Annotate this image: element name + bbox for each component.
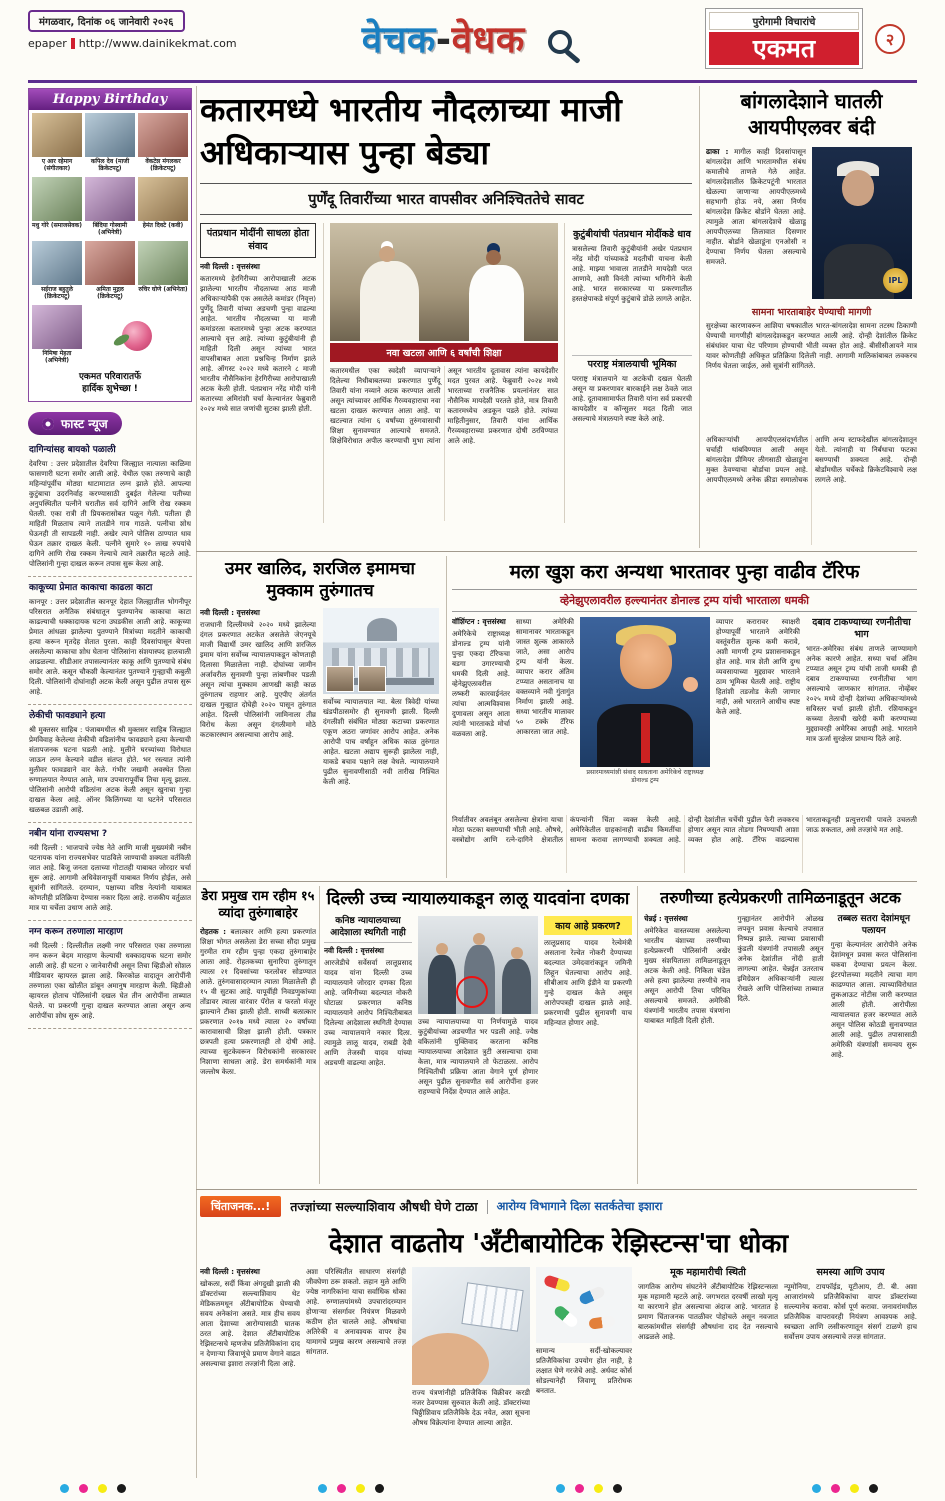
lead-column-photo bbox=[323, 223, 565, 523]
birthday-caption: सईराज बहुतुले (क्रिकेटपटू) bbox=[41, 286, 73, 300]
birthday-cell bbox=[85, 241, 135, 302]
page-number-badge: २ bbox=[875, 24, 905, 54]
fast-news-item bbox=[28, 823, 192, 921]
tamil-sub-head: तब्बल सतरा देशांमधून पलायन bbox=[837, 914, 910, 936]
yellow-dot-icon bbox=[594, 1484, 603, 1493]
birthday-caption: रुचिर घोणे (अभिनेता) bbox=[138, 286, 188, 293]
alert-label: चिंताजनक...! bbox=[200, 1196, 281, 1217]
birthday-cell bbox=[138, 241, 188, 302]
lalu-dateline: नवी दिल्ली : वृत्तसंस्था bbox=[324, 946, 384, 955]
bangladesh-article bbox=[706, 88, 917, 546]
strip-title: तज्ज्ञांच्या सल्ल्याशिवाय औषधी घेणे टाळा bbox=[290, 1199, 478, 1214]
pills-photo bbox=[536, 1267, 632, 1343]
lead-subhead: पुर्णेंदू तिवारींच्या भारत वापसीवर अनिश्चिततेचे सावट bbox=[200, 183, 692, 215]
lalu-headline: दिल्ली उच्च न्यायालयाकडून लालू यादवांना दणका bbox=[326, 889, 630, 909]
registration-marks bbox=[318, 1484, 384, 1493]
portrait-photo bbox=[85, 113, 135, 157]
portrait-photo bbox=[138, 177, 188, 221]
magenta-dot-icon bbox=[575, 1484, 584, 1493]
tamil-column-1 bbox=[644, 914, 730, 1162]
portrait-photo bbox=[85, 241, 135, 285]
fast-news-item bbox=[28, 921, 192, 1029]
umar-body-1: राजधानी दिल्लीमध्ये २०२० मध्ये झालेल्या दंगल प्रकरणात अटकेत असलेले जेएनयूचे माजी विद्यार्थी उमर खालिद आणि शरजिल इमाम यांना सर्वोच्च न्यायालयाकडून कोणताही दिलासा मिळालेला नाही. दोघांच्या जामीन अर्जावरील सुनावणी पुन्हा लांबणीवर पडली असून त्यांचा मुक्काम आणखी काही काळ तुरुंगातच राहणार आहे. युएपीए अंतर्गत दाखल गुन्ह्यात दोघेही २०२० पासून तुरुंगात आहेत. दिल्ली पोलिसांनी जामिनाला तीव्र विरोध केला असून दंगलीमागे मोठे कटकारस्थान असल्याचा आरोप आहे. bbox=[200, 620, 316, 739]
portrait-photo bbox=[32, 305, 82, 349]
lead-article bbox=[200, 88, 692, 546]
fast-news-body: देवरिया : उत्तर प्रदेशातील देवरिया जिल्ह्यात नात्याला काळिमा फासणारी घटना समोर आली आहे. येथील एका तरुणाचे काही महिन्यांपूर्वीच मोठ्या थाटामाटात लग्न झाले होते. आपल्या कुटुंबाचा उदरनिर्वाह करण्यासाठी दुबईत गेलेल्या पतीच्या अनुपस्थितीत पत्नीने घरातील सर्व दागिने आणि रोख रक्कम घेतली. एका रात्री ती प्रियकरासोबत पळून गेली. पतीला ही माहिती मिळताच त्याने तातडीने गाव गाठले. पत्नीचा शोध घेऊनही ती सापडली नाही. अखेर त्याने पोलिस ठाण्यात धाव घेऊन तक्रार दाखल केली. पत्नीने सुमारे १० लाख रुपयांचे दागिने आणि रोख रक्कम नेल्याचे त्याने तक्रारीत म्हटले आहे. पोलिसांनी गुन्हा दाखल करून तपास सुरू केला आहे. bbox=[29, 459, 191, 568]
trump-body-2: साध्या अमेरिकी सामानावर भारताकडून जास्त शुल्क आकारले जाते, असा आरोप ट्रम्प यांनी केला. व्यापार करार अंतिम टप्प्यात असतानाच या वक्तव्याने नवी गुंतागुंत निर्माण झाली आहे. सध्या भारतीय मालावर ५० टक्के टॅरिफ आकारला जात आहे. bbox=[516, 617, 574, 736]
cyan-dot-icon bbox=[556, 1484, 565, 1493]
tamil-columns bbox=[644, 914, 917, 1162]
antibiotic-body-1: खोकला, सर्दी किंवा अंगदुखी झाली की डॉक्टरांच्या सल्ल्याशिवाय थेट मेडिकलमधून अँटीबायोटिक घेण्याची सवय अनेकांना असते. मात्र हीच सवय आता देशाच्या आरोग्यासाठी घातक ठरत आहे. देशात अँटीबायोटिक रेझिस्टन्सचे म्हणजेच प्रतिजैविकांना दाद न देणाऱ्या जिवाणूंचे प्रमाण वेगाने वाढत असल्याचा इशारा तज्ज्ञांनी दिला आहे. bbox=[200, 1279, 300, 1368]
black-dot-icon bbox=[117, 1484, 126, 1493]
ipl-logo-badge: IPL bbox=[883, 268, 908, 293]
black-dot-icon bbox=[613, 1484, 622, 1493]
site-url-link[interactable]: http://www.dainikekmat.com bbox=[78, 37, 237, 50]
section-rule bbox=[196, 881, 917, 882]
antibiotic-column-4 bbox=[536, 1267, 632, 1467]
fast-news-icon bbox=[42, 418, 54, 430]
antibiotic-column-3 bbox=[412, 1267, 530, 1467]
trump-body-3: व्यापार करारावर स्वाक्षरी होण्यापूर्वी भारताने अमेरिकी वस्तूंवरील शुल्क कमी करावे, अशी मागणी ट्रम्प प्रशासनाकडून होत आहे. मात्र शेती आणि दुग्ध व्यवसायाच्या मुद्द्यावर भारताने ठाम भूमिका घेतली आहे. राष्ट्रीय हितांशी तडजोड केली जाणार नाही, असे भारताने आधीच स्पष्ट केले आहे. bbox=[716, 617, 800, 716]
umar-column-1 bbox=[200, 608, 316, 860]
lead-body-2: कतारमधील एका स्वदेशी व्यापाऱ्याने दिलेल्या निधीबाबतच्या प्रकरणात पुर्णेंदू तिवारी यांना नव्याने अटक करण्यात आली असून त्यांच्यावर आर्थिक गैरव्यवहाराचा नवा खटला दाखल करण्यात आला आहे. या खटल्यात त्यांना ६ वर्षांच्या तुरुंगवासाची शिक्षा सुनावण्यात आल्याचे समजते. शिक्षेविरोधात अपील करण्याची मुभा त्यांना असून भारतीय दूतावास त्यांना कायदेशीर मदत पुरवत आहे. फेब्रुवारी २०२४ मध्ये भारताच्या राजनैतिक प्रयत्नांनंतर सात नौसैनिक मायदेशी परतले होते, मात्र तिवारी कतारमध्येच अडकून पडले होते. त्यांच्या माहितीनुसार, तिवारी यांना आर्थिक गैरव्यवहाराच्या प्रकरणात दोषी ठरविण्यात आले आहे. bbox=[330, 366, 558, 445]
trump-column-3 bbox=[716, 617, 800, 809]
fast-news-headline: लेकीची फावड्याने हत्या bbox=[29, 711, 106, 721]
fast-news-headline: नग्न करून तरुणाला मारहाण bbox=[29, 927, 123, 937]
accused-portrait-1 bbox=[326, 666, 354, 692]
tamil-body-2: गुन्ह्यानंतर आरोपीने ओळख लपवून प्रवास केल्याचे तपासात निष्पन्न झाले. त्याच्या प्रवासाची कुंडली यंत्रणांनी तपासली असून अनेक देशांतील नोंदी हाती लागल्या आहेत. चेन्नईत उतरताच इमिग्रेशन अधिकाऱ्यांनी त्याला रोखले आणि पोलिसांच्या ताब्यात दिले. bbox=[737, 914, 824, 1003]
yellow-dot-icon bbox=[356, 1484, 365, 1493]
fast-news-item bbox=[28, 439, 192, 577]
lead-box-head: पंतप्रधान मोदींनी साधला होता संवाद bbox=[200, 223, 316, 258]
lead-dateline: नवी दिल्ली : वृत्तसंस्था bbox=[200, 262, 260, 271]
yunus-photo bbox=[812, 147, 912, 299]
masthead-word-2: वेधक bbox=[451, 18, 525, 61]
cyan-dot-icon bbox=[812, 1484, 821, 1493]
masthead-word-1: वेचक bbox=[361, 18, 436, 61]
header-rule bbox=[28, 80, 917, 83]
antibiotic-sub-head-2: समस्या आणि उपाय bbox=[816, 1267, 885, 1278]
yellow-dot-icon bbox=[98, 1484, 107, 1493]
umar-article bbox=[200, 558, 440, 876]
trump-column-1 bbox=[452, 617, 510, 809]
epaper-label: epaper bbox=[28, 37, 67, 50]
bangladesh-headline: बांगलादेशाने घातली आयपीएलवर बंदी bbox=[740, 89, 883, 139]
bangladesh-body-3: अधिकाऱ्यांची आयपीएलसंदर्भातील चर्चाही थांबविण्यात आली असून बांगलादेश प्रीमियर लीगसाठी खेळाडूंना मुक्त ठेवण्याचा बोर्डाचा प्रयत्न आहे. आयपीएलमध्ये अनेक क्रीडा समालोचक आणि अन्य स्टाफदेखील बांगलादेशातून येतो. त्यांनाही या निर्बंधाचा फटका बसण्याची शक्यता आहे. दोन्ही बोर्डांमधील चर्चेकडे क्रिकेटविश्वाचे लक्ष लागले आहे. bbox=[706, 435, 917, 484]
lalu-column-2 bbox=[418, 916, 538, 1156]
antibiotic-column-5 bbox=[638, 1267, 778, 1467]
capsule-icon bbox=[578, 1285, 606, 1306]
bangladesh-lede: मागील काही दिवसांपासून बांगलादेश आणि भारतामधील संबंध कमालीचे ताणले गेले आहेत. बांगलादेशातील क्रिकेटपटूंनी भारतात खेळल्या जाणाऱ्या आयपीएलमध्ये सहभागी होऊ नये, असा निर्णय बांगलादेश क्रिकेट बोर्डाने घेतला आहे. त्यामुळे आता बांगलादेशचे खेळाडू आयपीएलच्या लिलावात दिसणार नाहीत. बोर्डाने खेळाडूंना एनओसी न देण्याचा निर्णय घेतला असल्याचे समजते. bbox=[706, 147, 806, 266]
black-dot-icon bbox=[375, 1484, 384, 1493]
magenta-dot-icon bbox=[337, 1484, 346, 1493]
brand-tagline: पुरोगामी विचारांचे bbox=[709, 12, 859, 30]
qatar-photo-caption: नवा खटला आणि ६ वर्षांची शिक्षा bbox=[330, 343, 558, 362]
antibiotic-strip bbox=[200, 1196, 917, 1217]
trump-dateline: वॉशिंग्टन : वृत्तसंस्था bbox=[452, 617, 506, 626]
header-left bbox=[28, 10, 268, 50]
gutter-line bbox=[319, 886, 320, 1184]
fast-news-headline: दागिन्यांसह बायको पळाली bbox=[29, 445, 116, 455]
section-rule bbox=[196, 551, 917, 552]
strip-divider bbox=[487, 1200, 488, 1214]
trump-block-head: दबाव टाकण्याच्या रणनीतीचा भाग bbox=[812, 617, 911, 640]
fast-news-headline: नबीन यांना राज्यसभा ? bbox=[29, 829, 108, 839]
tamil-headline: तरुणीच्या हत्येप्रकरणी तामिळनाडूतून अटक bbox=[660, 889, 901, 907]
trump-article bbox=[452, 558, 917, 876]
capsule-icon bbox=[553, 1304, 580, 1329]
registration-marks bbox=[556, 1484, 622, 1493]
antibiotic-dateline: नवी दिल्ली : वृत्तसंस्था bbox=[200, 1267, 260, 1276]
cyan-dot-icon bbox=[318, 1484, 327, 1493]
lead-side-head-2: परराष्ट्र मंत्रालयाची भूमिका bbox=[572, 355, 692, 371]
birthday-cell bbox=[32, 305, 82, 366]
masthead bbox=[292, 12, 642, 63]
antibiotic-column-1 bbox=[200, 1267, 300, 1467]
supreme-court-photo bbox=[323, 608, 439, 694]
masthead-separator: - bbox=[435, 18, 452, 61]
lalu-body-2: उच्च न्यायालयाच्या या निर्णयामुळे यादव कुटुंबीयांच्या अडचणीत भर पडली आहे. ज्येष्ठ वकिलांनी युक्तिवाद करताना कनिष्ठ न्यायालयाच्या आदेशात त्रुटी असल्याचा दावा केला, मात्र न्यायालयाने तो फेटाळला. आरोप निश्चितीची प्रक्रिया आता वेगाने पूर्ण होणार असून पुढील सुनावणीत सर्व आरोपींना हजर राहण्याचे निर्देश देण्यात आले आहेत. bbox=[418, 1017, 538, 1096]
birthday-cell bbox=[85, 177, 135, 238]
antibiotic-sub-head-1: मूक महामारीची स्थिती bbox=[670, 1267, 746, 1278]
lalu-column-1 bbox=[324, 916, 412, 1156]
lalu-photo bbox=[418, 916, 538, 1014]
left-sidebar bbox=[28, 88, 192, 1029]
fast-news-header bbox=[28, 412, 192, 435]
antibiotic-sub-body-1: जागतिक आरोग्य संघटनेने अँटीबायोटिक रेझिस्टन्सला मूक महामारी म्हटले आहे. जगभरात दरवर्षी लाखो मृत्यू या कारणाने होत असल्याचा अंदाज आहे. भारतात हे प्रमाण चिंताजनक पातळीवर पोहोचले असून नवजात बालकांमधील संसर्गही औषधांना दाद देत नसल्याचे आढळले आहे. bbox=[638, 1282, 778, 1341]
bangladesh-body-1 bbox=[706, 147, 806, 299]
birthday-cell bbox=[138, 177, 188, 238]
trump-columns bbox=[452, 617, 917, 809]
trump-block-body: भारत-अमेरिका संबंध ताणले जाण्यामागे अनेक कारणे आहेत. सध्या चर्चा अंतिम टप्प्यात असून ट्रम्प यांची ताजी धमकी ही दबाव टाकण्याच्या रणनीतीचा भाग असल्याचे जाणकार सांगतात. नोव्हेंबर २०२५ मध्ये दोन्ही देशांच्या अधिकाऱ्यांमध्ये सविस्तर चर्चा झाली होती. रशियाकडून कच्च्या तेलाची खरेदी कमी करण्याच्या मुद्द्यावरही अमेरिका आग्रही आहे. भारताने मात्र ऊर्जा सुरक्षेला प्राधान्य दिले आहे. bbox=[806, 644, 917, 743]
gutter-line bbox=[699, 86, 700, 548]
gutter-line bbox=[446, 556, 447, 878]
birthday-caption: ए आर रहेमान (संगीतकार) bbox=[41, 158, 73, 172]
accused-portrait-2 bbox=[358, 666, 386, 692]
trump-side-block bbox=[806, 617, 917, 809]
bangladesh-body-2: सुरक्षेच्या कारणावरून आशिया चषकातील भारत-बांगलादेश सामना तटस्थ ठिकाणी घेण्याची मागणीही बांगलादेशकडून करण्यात आली आहे. दोन्ही देशांतील क्रिकेट संबंधांवर याचा थेट परिणाम होण्याची भीती व्यक्त होत आहे. बीसीसीआयने मात्र यावर कोणतीही अधिकृत प्रतिक्रिया दिलेली नाही. आगामी मालिकांबाबत लवकरच निर्णय घेतला जाईल, असे सूत्रांनी सांगितले. bbox=[706, 321, 917, 370]
birthday-cell bbox=[32, 177, 82, 238]
antibiotic-columns bbox=[200, 1267, 917, 1467]
umar-dateline: नवी दिल्ली : वृत्तसंस्था bbox=[200, 608, 260, 617]
ramrahim-text: बलात्कार आणि हत्या प्रकरणांत शिक्षा भोगत असलेला डेरा सच्चा सौदा प्रमुख गुरमीत राम रहीम पुन्हा एकदा तुरुंगाबाहेर आला आहे. रोहतकच्या सुनारिया तुरुंगातून त्याला २१ दिवसांच्या फरलोवर सोडण्यात आले. तुरुंगवासादरम्यान त्याला मिळालेली ही १५ वी सुटका आहे. यापूर्वीही निवडणुकांच्या तोंडावर त्याला वारंवार पॅरोल व फरलो मंजूर झाल्याने टीका झाली होती. साध्वी बलात्कार प्रकरणात २०१७ मध्ये त्याला २० वर्षांच्या कारावासाची शिक्षा झाली होती. पत्रकार छत्रपती हत्या प्रकरणातही तो दोषी आहे. त्याच्या सुटकेवरून विरोधकांनी सरकारवर निशाणा साधला आहे. डेरा समर्थकांनी मात्र जल्लोष केला. bbox=[200, 927, 316, 1076]
birthday-wishes bbox=[29, 369, 191, 401]
gutter-line bbox=[637, 886, 638, 1184]
fast-news-pill bbox=[28, 412, 122, 435]
fast-news-title: फास्ट न्यूज bbox=[61, 417, 108, 431]
portrait-photo bbox=[32, 177, 82, 221]
epaper-line bbox=[28, 37, 268, 50]
tamil-column-2 bbox=[737, 914, 823, 1162]
bangladesh-row bbox=[706, 147, 917, 299]
antibiotic-sub-body-2: न्यूमोनिया, टायफॉईड, यूटीआय, टी. बी. अशा आजारांमध्ये प्रतिजैविकांचा वापर डॉक्टरांच्या सल्ल्यानेच करावा. कोर्स पूर्ण करावा. जनावरांमधील प्रतिजैविक वापरावरही नियंत्रण आवश्यक आहे. स्वच्छता आणि लसीकरणातून संसर्ग टाळणे हाच सर्वोत्तम उपाय असल्याचे तज्ज्ञ सांगतात. bbox=[784, 1282, 917, 1341]
birthday-cell bbox=[32, 241, 82, 302]
registration-marks bbox=[812, 1484, 878, 1493]
magnifier-icon bbox=[548, 30, 572, 54]
birthday-wishes-line1: एकमत परिवारातर्फे bbox=[78, 372, 142, 382]
lead-column-side bbox=[572, 223, 692, 523]
trump-body-4: निर्यातीवर अवलंबून असलेल्या क्षेत्रांना याचा मोठा फटका बसण्याची भीती आहे. औषधे, वस्त्रोद्योग आणि रत्ने-दागिने क्षेत्रातील कंपन्यांनी चिंता व्यक्त केली आहे. अमेरिकेतील ग्राहकांनाही वाढीव किमतींचा सामना करावा लागण्याची शक्यता आहे. दोन्ही देशांतील चर्चेची पुढील फेरी लवकरच होणार असून त्यात तोडगा निघण्याची आशा व्यक्त होत आहे. टॅरिफ वाढल्यास भारताकडूनही प्रत्युत्तराची पावले उचलली जाऊ शकतात, असे तज्ज्ञांचे मत आहे. bbox=[452, 815, 917, 844]
yellow-dot-icon bbox=[850, 1484, 859, 1493]
birthday-caption: वेंकटेश मंगलकर (क्रिकेटपटू) bbox=[145, 158, 181, 172]
trump-subhead: व्हेनेझुएलावरील हल्ल्यानंतर डोनाल्ड ट्रम्प यांची भारताला धमकी bbox=[452, 589, 917, 612]
birthday-cell bbox=[32, 113, 82, 174]
lalu-highlight-body: लालूप्रसाद यादव रेल्वेमंत्री असताना रेल्वेत नोकरी देण्याच्या बदल्यात उमेदवारांकडून जमिनी लिहून घेतल्याचा आरोप आहे. सीबीआय आणि ईडीने या प्रकरणी गुन्हे दाखल केले असून आरोपपत्रही दाखल झाले आहे. प्रकरणाची पुढील सुनावणी याच महिन्यात होणार आहे. bbox=[544, 938, 632, 1027]
birthday-header: Happy Birthday bbox=[29, 89, 191, 110]
umar-body-2: सर्वोच्च न्यायालयात न्या. बेला त्रिवेदी यांच्या खंडपीठासमोर ही सुनावणी झाली. दिल्ली दंगलीशी संबंधित मोठ्या कटाच्या प्रकरणात एकूण अठरा जणांवर आरोप आहेत. अनेक आरोपी पाच वर्षांहून अधिक काळ तुरुंगात आहेत. खटला अद्याप सुरूही झालेला नाही, याकडे बचाव पक्षाने लक्ष वेधले. न्यायालयाने पुढील सुनावणीसाठी नवी तारीख निश्चित केली आहे. bbox=[323, 697, 439, 786]
trump-photo-caption: प्रसारमाध्यमांशी संवाद साधताना अमेरिकेचे राष्ट्राध्यक्ष डोनाल्ड ट्रम्प bbox=[586, 769, 704, 784]
portrait-photo bbox=[138, 241, 188, 285]
lead-side-body-1: त्रासलेल्या तिवारी कुटुंबीयांनी अखेर पंतप्रधान नरेंद्र मोदी यांच्याकडे मदतीची याचना केली आहे. माझ्या भावाला तातडीने मायदेशी परत आणावे, अशी विनंती त्यांच्या भगिनीने केली आहे. भारत सरकारच्या या प्रकरणातील हस्तक्षेपाकडे संपूर्ण कुटुंबाचे डोळे लागले आहेत. bbox=[572, 244, 692, 303]
trump-column-2 bbox=[516, 617, 574, 809]
fast-news-item bbox=[28, 577, 192, 705]
lead-headline: कतारमध्ये भारतीय नौदलाच्या माजी अधिकाऱ्यास पुन्हा बेड्या bbox=[200, 90, 622, 172]
birthday-caption: निमिषा मेहता (अभिनेत्री) bbox=[42, 350, 72, 364]
ramrahim-article bbox=[200, 888, 316, 1184]
lead-column-1 bbox=[200, 223, 316, 523]
fast-news-body: कानपूर : उत्तर प्रदेशातील कानपूर देहात जिल्ह्यातील भोगनीपूर परिसरात अनैतिक संबंधातून पुतण्यानेच काकाचा काटा काढल्याची धक्कादायक घटना उघडकीस आली आहे. काकूच्या प्रेमात आंधळा झालेल्या पुतण्याने मित्रांच्या मदतीने काकाची हत्या करून मृतदेह शेतात पुरला. काही दिवसांपासून बेपत्ता असलेल्या काकाचा शोध घेताना पोलिसांना संशयास्पद हालचाली आढळल्या. सीडीआर तपासल्यानंतर काकू आणि पुतण्याचे संबंध समोर आले. कसून चौकशी केल्यानंतर पुतण्याने गुन्ह्याची कबुली दिली. पोलिसांनी दोघांनाही अटक केली असून पुढील तपास सुरू आहे. bbox=[29, 597, 191, 696]
rose-cell bbox=[85, 305, 188, 366]
lalu-body-1: आरजेडीचे सर्वेसर्वा लालूप्रसाद यादव यांना दिल्ली उच्च न्यायालयाने जोरदार दणका दिला आहे. जमिनीच्या बदल्यात नोकरी घोटाळा प्रकरणात कनिष्ठ न्यायालयाने आरोप निश्चितीबाबत दिलेल्या आदेशाला स्थगिती देण्यास उच्च न्यायालयाने नकार दिला. त्यामुळे लालू यादव, राबडी देवी आणि तेजस्वी यादव यांच्या अडचणी वाढल्या आहेत. bbox=[324, 958, 412, 1067]
red-bar-icon bbox=[71, 38, 75, 49]
lead-columns bbox=[200, 223, 692, 523]
birthday-cell bbox=[85, 113, 135, 174]
qatar-meeting-photo bbox=[330, 223, 558, 341]
birthday-caption: मधु गोरे (समाजसेवक) bbox=[32, 222, 82, 229]
antibiotic-article bbox=[200, 1196, 917, 1476]
birthday-caption: कपिल देव (माजी क्रिकेटपटू) bbox=[90, 158, 130, 172]
fast-news-body: नवी दिल्ली : दिल्लीतील लक्ष्मी नगर परिसरात एका तरुणाला नग्न करून बेदम मारहाण केल्याची धक्कादायक घटना समोर आली आहे. ही घटना २ जानेवारीची असून तिचा व्हिडीओ सोशल मीडियावर व्हायरल झाला आहे. किरकोळ वादातून आरोपींनी तरुणाला एका खोलीत डांबून अमानुष मारहाण केली. व्हिडीओ व्हायरल होताच पोलिसांनी दखल घेत तीन आरोपींना ताब्यात घेतले. या प्रकरणी गुन्हा दाखल करण्यात आला असून अन्य आरोपींचा शोध सुरू आहे. bbox=[29, 941, 191, 1020]
ramrahim-dateline: रोहतक : bbox=[200, 927, 227, 936]
strip-note: आरोग्य विभागाने दिला सतर्कतेचा इशारा bbox=[496, 1199, 663, 1213]
gutter-line bbox=[196, 86, 197, 1478]
trump-photo bbox=[580, 617, 710, 767]
black-dot-icon bbox=[869, 1484, 878, 1493]
antibiotic-headline: देशात वाढतोय 'अँटीबायोटिक रेझिस्टन्स'चा धोका bbox=[328, 1229, 789, 1259]
portrait-photo bbox=[32, 113, 82, 157]
hand-medicine-photo bbox=[412, 1267, 530, 1385]
fast-news-headline: काकूच्या प्रेमात काकाचा काढला काटा bbox=[29, 583, 153, 593]
lalu-article bbox=[324, 888, 632, 1184]
lead-side-head-1: कुटुंबीयांची पंतप्रधान मोदींकडे धाव bbox=[573, 229, 691, 240]
birthday-box bbox=[28, 88, 192, 402]
tamil-body-1: अमेरिकेत वास्तव्यास असलेल्या भारतीय वंशाच्या तरुणीच्या हत्येप्रकरणी पोलिसांनी अखेर मुख्य संशयिताला तामिळनाडूतून अटक केली आहे. निकिता चंडेल असे हत्या झालेल्या तरुणीचे नाव असून आरोपी तिचा परिचित असल्याचे समजते. अमेरिकी यंत्रणांनी भारतीय तपास यंत्रणांना याबाबत माहिती दिली होती. bbox=[644, 926, 731, 1025]
registration-marks bbox=[60, 1484, 126, 1493]
birthday-wishes-line2: हार्दिक शुभेच्छा ! bbox=[82, 384, 138, 394]
bangladesh-dateline: ढाका : bbox=[706, 147, 729, 156]
header-right bbox=[705, 8, 917, 69]
lead-body-1: कतारमध्ये हेरगिरीच्या आरोपाखाली अटक झालेल्या भारतीय नौदलाच्या आठ माजी अधिकाऱ्यांपैकी एक असलेले कमांडर (निवृत्त) पुर्णेंदू तिवारी यांच्या अडचणी पुन्हा वाढल्या आहेत. भारतीय नौदलाच्या या माजी कमांडरला कतारमध्ये पुन्हा अटक करण्यात आल्याचे वृत्त आहे. त्यांच्या कुटुंबीयांनी ही माहिती दिली असून त्यांच्या भारत वापसीबाबत आता प्रश्नचिन्ह निर्माण झाले आहे. ऑगस्ट २०२२ मध्ये कतारने ८ माजी भारतीय नौसैनिकांना हेरगिरीच्या आरोपाखाली अटक केली होती. पंतप्रधान नरेंद्र मोदी यांनी कतारच्या अमिरांशी चर्चा केल्यानंतर फेब्रुवारी २०२४ मध्ये सात जणांची सुटका झाली होती. bbox=[200, 274, 316, 413]
lead-side-body-2: परराष्ट्र मंत्रालयाने या अटकेची दखल घेतली असून या प्रकरणावर बारकाईने लक्ष ठेवले जात आहे. दूतावासामार्फत तिवारी यांना सर्व प्रकारची कायदेशीर व कॉन्सुलर मदत दिली जात असल्याचे मंत्रालयाने स्पष्ट केले आहे. bbox=[572, 374, 692, 423]
date-box: मंगळवार, दिनांक ०६ जानेवारी २०२६ bbox=[28, 10, 185, 32]
lalu-kicker: कनिष्ठ न्यायालयाच्या आदेशाला स्थगिती नाही bbox=[324, 916, 412, 943]
tamil-sub-body: गुन्हा केल्यानंतर आरोपीने अनेक देशांमधून प्रवास करत पोलिसांना चकवा देण्याचा प्रयत्न केला. इंटरपोलच्या मदतीने त्याचा माग काढण्यात आला. त्याच्याविरोधात लुकआऊट नोटीस जारी करण्यात आली होती. आरोपीला न्यायालयात हजर करण्यात आले असून पोलिस कोठडी सुनावण्यात आली आहे. पुढील तपासासाठी अमेरिकी यंत्रणांशी समन्वय सुरू आहे. bbox=[830, 940, 917, 1059]
ramrahim-body bbox=[200, 927, 316, 1167]
section-rule bbox=[196, 1189, 917, 1190]
birthday-grid bbox=[29, 110, 191, 369]
trump-headline: मला खुश करा अन्यथा भारतावर पुन्हा वाढीव टॅरिफ bbox=[509, 561, 860, 583]
cyan-dot-icon bbox=[60, 1484, 69, 1493]
portrait-photo bbox=[138, 113, 188, 157]
birthday-caption: बिंदिया गोस्वामी (अभिनेत्री) bbox=[92, 222, 128, 236]
antibiotic-body-3: राज्य यंत्रणांनीही प्रतिजैविक विक्रीवर करडी नजर ठेवण्यास सुरुवात केली आहे. डॉक्टरांच्या चिठ्ठीशिवाय प्रतिजैविके देऊ नयेत, अशा सूचना औषध विक्रेत्यांना देण्यात आल्या आहेत. bbox=[412, 1388, 530, 1427]
capsule-icon bbox=[543, 1274, 571, 1292]
tamil-column-3 bbox=[831, 914, 917, 1162]
antibiotic-body-4: सामान्य सर्दी-खोकल्यावर प्रतिजैविकांचा उपयोग होत नाही, हे लक्षात घेणे गरजेचे आहे. अर्धवट कोर्स सोडल्यानेही जिवाणू प्रतिरोधक बनतात. bbox=[536, 1346, 632, 1395]
birthday-caption: हेमंत दिवटे (कवी) bbox=[142, 222, 184, 229]
bangladesh-subhead: सामना भारताबाहेर घेण्याची मागणी bbox=[751, 307, 872, 318]
brand-box bbox=[705, 8, 863, 69]
magenta-dot-icon bbox=[831, 1484, 840, 1493]
fast-news-body: नवी दिल्ली : भाजपाचे ज्येष्ठ नेते आणि माजी मुख्यमंत्री नबीन पटनायक यांना राज्यसभेवर पाठविले जाण्याची शक्यता वर्तविली जात आहे. बिजू जनता दलाच्या गोटातही याबाबत जोरदार चर्चा सुरू आहे. आगामी अधिवेशनापूर्वी याबाबत निर्णय होईल, असे सूत्रांनी सांगितले. दरम्यान, पक्षाच्या वरिष्ठ नेत्यांनी याबाबत कोणतीही प्रतिक्रिया देण्यास नकार दिला आहे. राजकीय वर्तुळात मात्र या चर्चेला उधाण आले आहे. bbox=[29, 843, 191, 912]
fast-news-item bbox=[28, 705, 192, 823]
portrait-photo bbox=[32, 241, 82, 285]
umar-column-2 bbox=[323, 608, 439, 860]
tamil-dateline: चेन्नई : वृत्तसंस्था bbox=[644, 914, 688, 923]
lalu-columns bbox=[324, 916, 632, 1156]
lalu-column-3 bbox=[544, 916, 632, 1156]
antibiotic-column-2 bbox=[306, 1267, 406, 1467]
lalu-highlight-head: काय आहे प्रकरण? bbox=[544, 916, 632, 935]
trump-photo-column bbox=[580, 617, 710, 809]
rose-icon bbox=[122, 321, 152, 351]
birthday-caption: अमिता मुद्गल (क्रिकेटपटू) bbox=[96, 286, 124, 300]
tamil-article bbox=[644, 888, 917, 1184]
antibiotic-column-6 bbox=[784, 1267, 917, 1467]
umar-columns bbox=[200, 608, 440, 860]
birthday-cell bbox=[138, 113, 188, 174]
trump-body-1: अमेरिकेचे राष्ट्राध्यक्ष डोनाल्ड ट्रम्प यांनी पुन्हा एकदा टॅरिफचा बडगा उगारण्याची धमकी दिली आहे. व्हेनेझुएलावरील लष्करी कारवाईनंतर त्यांचा आत्मविश्वास दुणावला असून आता त्यांनी भारताकडे मोर्चा वळवला आहे. bbox=[452, 629, 510, 738]
umar-headline: उमर खालिद, शरजिल इमामचा मुक्काम तुरुंगातच bbox=[225, 559, 415, 601]
portrait-photo bbox=[85, 177, 135, 221]
brand-logo: एकमत bbox=[709, 32, 859, 65]
fast-news-body: श्री मुक्तसर साहिब : पंजाबमधील श्री मुक्तसर साहिब जिल्ह्यात प्रेमविवाह केलेल्या लेकीची वडिलांनीच फावड्याने हत्या केल्याची संतापजनक घटना घडली आहे. मुलीने घरच्यांच्या विरोधात जाऊन लग्न केल्याने वडील संतप्त होते. भर रस्त्यात त्यांनी मुलीवर फावड्याने वार केले. गंभीर जखमी अवस्थेत तिला रुग्णालयात नेण्यात आले, मात्र उपचारापूर्वीच तिचा मृत्यू झाला. पोलिसांनी आरोपी वडिलांना अटक केली असून खुनाचा गुन्हा दाखल केला आहे. ऑनर किलिंगच्या या घटनेने परिसरात खळबळ उडाली आहे. bbox=[29, 725, 191, 814]
magenta-dot-icon bbox=[79, 1484, 88, 1493]
ramrahim-headline: डेरा प्रमुख राम रहीम १५ व्यांदा तुरुंगाबाहेर bbox=[201, 889, 315, 921]
capsule-icon bbox=[588, 1315, 615, 1330]
antibiotic-body-2: अशा परिस्थितीत साधारण संसर्गही जीवघेणा ठरू शकतो. लहान मुले आणि ज्येष्ठ नागरिकांना याचा सर्वाधिक धोका आहे. रुग्णालयांमध्ये उपचारांदरम्यान होणाऱ्या संसर्गावर नियंत्रण मिळवणे कठीण होत चालले आहे. औषधांचा अतिरेकी व अनावश्यक वापर हेच यामागचे प्रमुख कारण असल्याचे तज्ज्ञ सांगतात. bbox=[306, 1267, 406, 1356]
